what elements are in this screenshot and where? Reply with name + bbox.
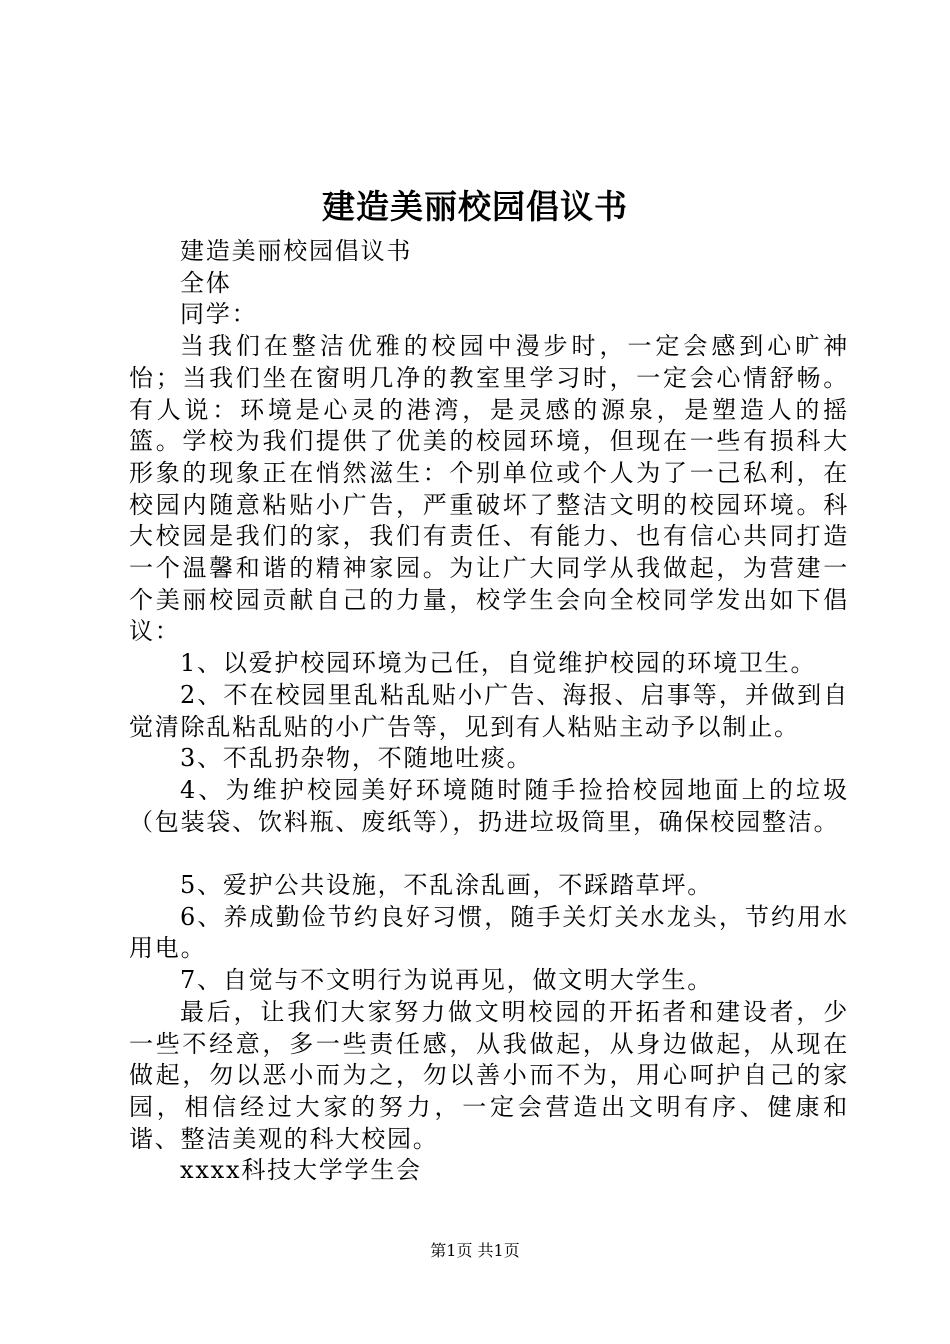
intro-paragraph: 当我们在整洁优雅的校园中漫步时，一定会感到心旷神怡；当我们坐在窗明几净的教室里学习时，一定会心情舒畅。有人说：环境是心灵的港湾，是灵感的源泉，是塑造人的摇篮。学校为我们提供了优美的校园环境，但现在一些有损科大形象的现象正在悄然滋生：个别单位或个人为了一己私利，在校园内随意粘贴小广告，严重破坏了整洁文明的校园环境。科大校园是我们的家，我们有责任、有能力、也有信心共同打造一个温馨和谐的精神家园。为让广大同学从我做起，为营建一个美丽校园贡献自己的力量，校学生会向全校同学发出如下倡议： — [129, 332, 849, 646]
page-number-footer: 第1页 共1页 — [430, 1241, 520, 1260]
proposal-item-2: 2、不在校园里乱粘乱贴小广告、海报、启事等，并做到自觉清除乱粘乱贴的小广告等，见到有人粘贴主动予以制止。 — [129, 680, 849, 741]
document-title: 建造美丽校园倡议书 — [322, 187, 628, 226]
blank-line — [129, 838, 849, 870]
proposal-item-4: 4、为维护校园美好环境随时随手捡拾校园地面上的垃圾（包装袋、饮料瓶、废纸等），扔进垃圾筒里，确保校园整洁。 — [129, 775, 849, 836]
proposal-item-1: 1、以爱护校园环境为己任，自觉维护校园的环境卫生。 — [180, 649, 817, 678]
body-heading: 建造美丽校园倡议书 — [180, 237, 413, 265]
closing-paragraph: 最后，让我们大家努力做文明校园的开拓者和建设者，少一些不经意，多一些责任感，从我做起，从身边做起，从现在做起，勿以恶小而为之，勿以善小而不为，用心呵护自己的家园，相信经过大家的努力，一定会营造出文明有序、健康和谐、整洁美观的科大校园。 — [129, 997, 849, 1153]
proposal-item-6: 6、养成勤俭节约良好习惯，随手关灯关水龙头，节约用水用电。 — [129, 902, 849, 963]
document-body — [129, 236, 849, 1187]
signature: xxxx科技大学学生会 — [180, 1156, 422, 1185]
proposal-item-3: 3、不乱扔杂物，不随地吐痰。 — [180, 744, 533, 773]
salutation-line-1: 全体 — [180, 268, 232, 297]
proposal-item-7: 7、自觉与不文明行为说再见，做文明大学生。 — [180, 966, 714, 995]
salutation-line-2: 同学： — [180, 300, 258, 329]
proposal-item-5: 5、爱护公共设施，不乱涂乱画，不踩踏草坪。 — [180, 871, 714, 900]
